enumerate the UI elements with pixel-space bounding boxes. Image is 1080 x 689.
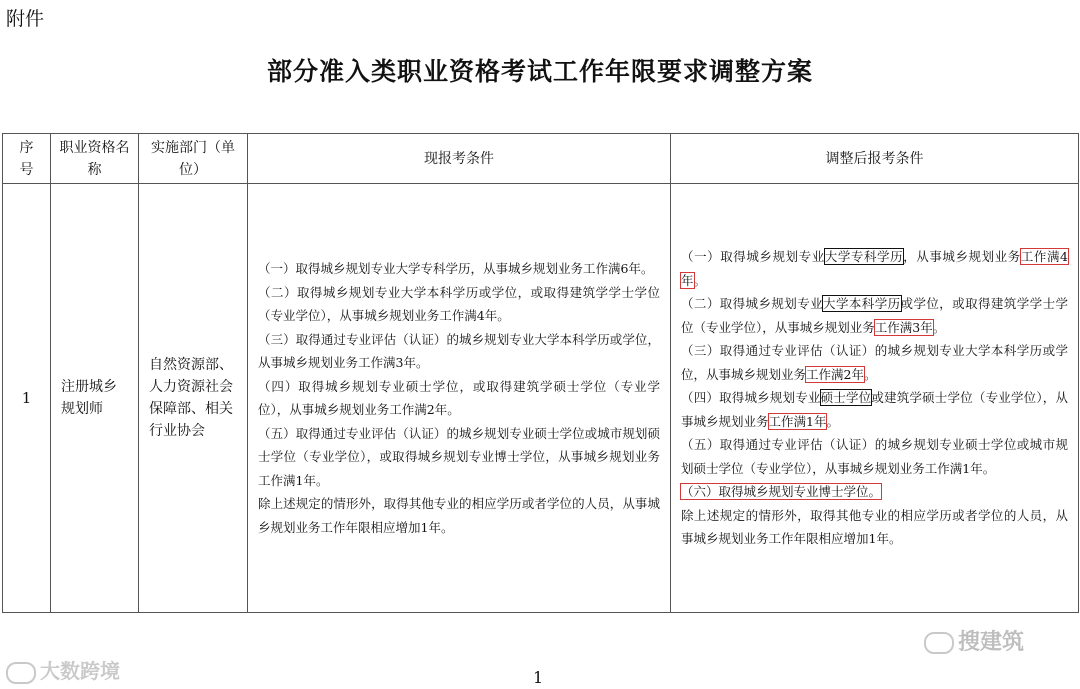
- text-segment: （一）取得城乡规划专业: [681, 249, 825, 265]
- header-dept: 实施部门（单位）: [139, 134, 248, 184]
- highlight-box: 工作满2年: [806, 366, 864, 382]
- text-segment: ，从事城乡规划业务: [903, 249, 1021, 265]
- adjusted-condition-2: [681, 292, 1068, 339]
- current-condition-5: （五）取得通过专业评估（认证）的城乡规划专业硕士学位或城市规划硕士学位（专业学位），或取得城乡规划专业博士学位，从事城乡规划业务工作满1年。: [258, 425, 660, 488]
- text-segment: 。: [826, 413, 839, 429]
- header-name: 职业资格名称: [51, 134, 139, 184]
- wechat-icon: [924, 632, 954, 654]
- text-segment: 或学位，或取得建筑学学士学位（专业学位），从事城乡规划业务: [681, 296, 1068, 335]
- adjusted-condition-5: （五）取得通过专业评估（认证）的城乡规划专业硕士学位或城市规划硕士学位（专业学位），从事城乡规划业务工作满1年。: [681, 437, 1068, 476]
- text-segment: 或建筑学硕士学位（专业学位），从事城乡规划业务: [681, 390, 1068, 429]
- highlight-box: 工作满1年: [768, 413, 827, 429]
- watermark-right: [924, 625, 1024, 656]
- current-condition-3: （三）取得通过专业评估（认证）的城乡规划专业大学本科学历或学位，从事城乡规划业务工作满3年。: [258, 331, 660, 370]
- adjusted-condition-1: [681, 245, 1068, 292]
- text-segment: 。: [693, 272, 707, 288]
- header-current: 现报考条件: [248, 134, 671, 184]
- watermark-right-text: 搜建筑: [958, 630, 1025, 655]
- document-title: 部分准入类职业资格考试工作年限要求调整方案: [266, 57, 813, 86]
- text-segment: （四）取得城乡规划专业: [681, 390, 821, 406]
- watermark-left: [6, 655, 120, 684]
- highlight-box: 大学本科学历: [823, 296, 901, 312]
- text-segment: （二）取得城乡规划专业: [681, 296, 824, 312]
- current-condition-1: （一）取得城乡规划专业大学专科学历，从事城乡规划业务工作满6年。: [258, 261, 654, 276]
- table-header-row: [3, 134, 1079, 184]
- highlight-box: 硕士学位: [820, 390, 872, 406]
- qualification-name: 注册城乡规划师: [61, 379, 117, 417]
- page-number: 1: [533, 668, 544, 687]
- chat-logo-icon: [6, 662, 36, 684]
- highlight-box: 工作满4年: [681, 249, 1068, 288]
- text-segment: （三）取得通过专业评估（认证）的城乡规划专业大学本科学历或学位，从事城乡规划业务: [681, 343, 1068, 382]
- highlight-box: 大学专科学历: [824, 249, 904, 265]
- header-adjusted: 调整后报考条件: [671, 134, 1079, 184]
- current-condition-4: （四）取得城乡规划专业硕士学位，或取得建筑学硕士学位（专业学位），从事城乡规划业务工作满2年。: [258, 378, 660, 417]
- current-conditions: [248, 184, 671, 613]
- highlight-box: （六）取得城乡规划专业博士学位。: [681, 484, 882, 500]
- current-condition-2: （二）取得城乡规划专业大学本科学历或学位，或取得建筑学学士学位（专业学位），从事城乡规划业务工作满4年。: [258, 284, 660, 323]
- adjusted-conditions: [671, 184, 1079, 613]
- adjusted-condition-6: [681, 480, 1068, 504]
- current-condition-6: 除上述规定的情形外，取得其他专业的相应学历或者学位的人员，从事城乡规划业务工作年限相应增加1年。: [258, 496, 660, 535]
- requirements-table: [2, 133, 1079, 613]
- text-segment: 。: [863, 366, 877, 382]
- text-segment: 。: [932, 319, 946, 335]
- adjusted-condition-7: 除上述规定的情形外，取得其他专业的相应学历或者学位的人员，从事城乡规划业务工作年限相应增加1年。: [681, 507, 1068, 547]
- implementing-department: 自然资源部、人力资源社会保障部、相关行业协会: [149, 357, 233, 439]
- table-row: [3, 184, 1079, 613]
- row-number: 1: [3, 184, 51, 613]
- adjusted-condition-4: [681, 386, 1068, 433]
- highlight-box: 工作满3年: [874, 319, 933, 335]
- attachment-label: 附件: [6, 8, 45, 30]
- adjusted-condition-3: [681, 339, 1068, 386]
- watermark-left-text: 大数跨境: [40, 659, 120, 683]
- header-no: 序号: [3, 134, 51, 184]
